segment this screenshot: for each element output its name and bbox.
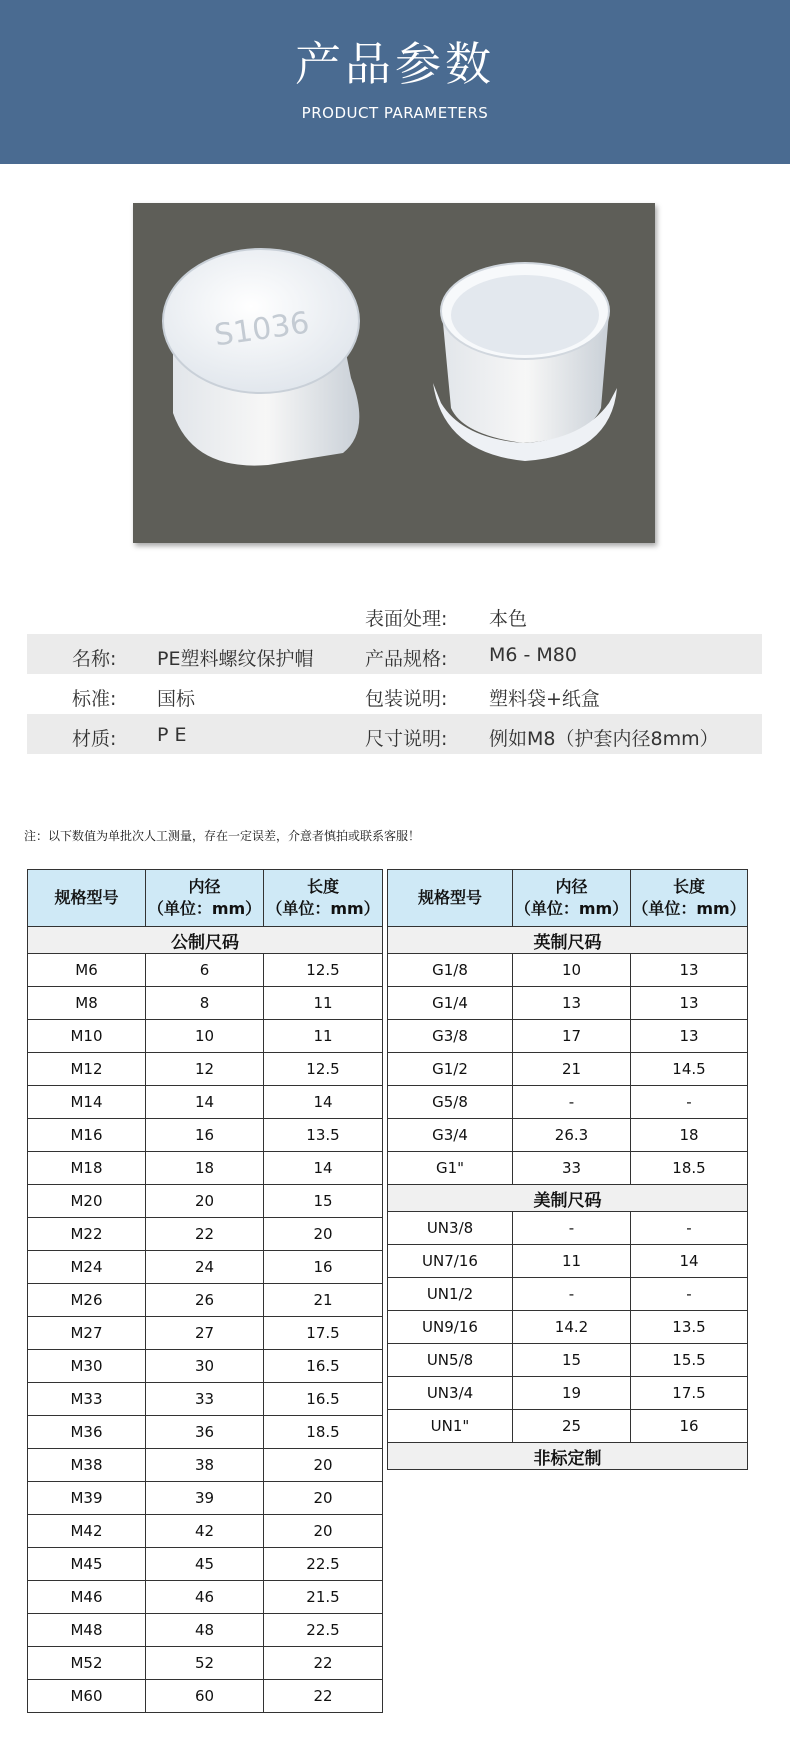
cell-model: UN5/8 bbox=[388, 1344, 513, 1377]
cell-inner-diameter: 14 bbox=[146, 1086, 264, 1119]
cell-model: M10 bbox=[28, 1020, 146, 1053]
spec-value: M6 - M80 bbox=[489, 644, 577, 666]
cell-length: 14.5 bbox=[631, 1053, 748, 1086]
cell-inner-diameter: 20 bbox=[146, 1185, 264, 1218]
cell-inner-diameter: 46 bbox=[146, 1581, 264, 1614]
cell-length: 13 bbox=[631, 1020, 748, 1053]
header-line: （单位：mm） bbox=[514, 899, 629, 918]
section-row bbox=[388, 1185, 748, 1212]
cell-model: G3/8 bbox=[388, 1020, 513, 1053]
table-row bbox=[28, 1020, 383, 1053]
cell-length: - bbox=[631, 1086, 748, 1119]
table-row bbox=[28, 1053, 383, 1086]
cell-inner-diameter: 33 bbox=[146, 1383, 264, 1416]
cell-inner-diameter: 6 bbox=[146, 954, 264, 987]
cell-length: 21 bbox=[264, 1284, 383, 1317]
header-line: （单位：mm） bbox=[266, 899, 380, 918]
cell-length: 13 bbox=[631, 954, 748, 987]
cell-model: G1/2 bbox=[388, 1053, 513, 1086]
left-cap-shape bbox=[163, 249, 359, 466]
section-title-custom: 非标定制 bbox=[388, 1443, 748, 1470]
cell-model: M20 bbox=[28, 1185, 146, 1218]
cell-model: M33 bbox=[28, 1383, 146, 1416]
header-line: （单位：mm） bbox=[632, 899, 746, 918]
cell-inner-diameter: 19 bbox=[513, 1377, 631, 1410]
table-row bbox=[28, 1548, 383, 1581]
cell-length: 20 bbox=[264, 1482, 383, 1515]
table-row bbox=[28, 1218, 383, 1251]
cell-model: M45 bbox=[28, 1548, 146, 1581]
table-row bbox=[388, 1152, 748, 1185]
cell-model: M39 bbox=[28, 1482, 146, 1515]
cell-model: M36 bbox=[28, 1416, 146, 1449]
table-row bbox=[388, 1245, 748, 1278]
cell-inner-diameter: 42 bbox=[146, 1515, 264, 1548]
cell-length: 11 bbox=[264, 1020, 383, 1053]
cell-model: UN7/16 bbox=[388, 1245, 513, 1278]
cell-length: 11 bbox=[264, 987, 383, 1020]
cell-length: - bbox=[631, 1278, 748, 1311]
cell-length: 12.5 bbox=[264, 1053, 383, 1086]
cell-inner-diameter: 36 bbox=[146, 1416, 264, 1449]
table-row bbox=[28, 1383, 383, 1416]
table-row bbox=[28, 1284, 383, 1317]
table-row bbox=[388, 1086, 748, 1119]
cell-inner-diameter: 14.2 bbox=[513, 1311, 631, 1344]
cell-inner-diameter: - bbox=[513, 1086, 631, 1119]
spec-key: 尺寸说明: bbox=[365, 728, 448, 750]
table-row bbox=[388, 1119, 748, 1152]
table-row bbox=[28, 1482, 383, 1515]
table-row bbox=[28, 1416, 383, 1449]
cell-model: G1" bbox=[388, 1152, 513, 1185]
cell-length: 17.5 bbox=[631, 1377, 748, 1410]
cell-inner-diameter: 10 bbox=[146, 1020, 264, 1053]
cell-length: 22 bbox=[264, 1647, 383, 1680]
section-row bbox=[388, 927, 748, 954]
cell-length: 15.5 bbox=[631, 1344, 748, 1377]
cell-length: 17.5 bbox=[264, 1317, 383, 1350]
section-title-metric: 公制尺码 bbox=[28, 927, 383, 954]
header-banner bbox=[0, 0, 790, 164]
cell-length: 14 bbox=[631, 1245, 748, 1278]
cell-length: 13 bbox=[631, 987, 748, 1020]
cell-inner-diameter: 26 bbox=[146, 1284, 264, 1317]
measurement-note: 注：以下数值为单批次人工测量，存在一定误差，介意者慎拍或联系客服！ bbox=[24, 829, 421, 843]
header-line: 长度 bbox=[672, 877, 705, 896]
spec-key: 包装说明: bbox=[365, 688, 448, 710]
cell-inner-diameter: 17 bbox=[513, 1020, 631, 1053]
col-header-length bbox=[631, 870, 748, 927]
page-title: 产品参数 bbox=[295, 37, 495, 91]
table-header-row bbox=[388, 870, 748, 927]
cell-model: M8 bbox=[28, 987, 146, 1020]
cell-model: UN3/4 bbox=[388, 1377, 513, 1410]
cell-model: M6 bbox=[28, 954, 146, 987]
spec-value: PE塑料螺纹保护帽 bbox=[157, 648, 314, 670]
cell-model: M26 bbox=[28, 1284, 146, 1317]
spec-key: 名称: bbox=[72, 648, 117, 670]
cell-length: 13.5 bbox=[264, 1119, 383, 1152]
cell-length: 16.5 bbox=[264, 1383, 383, 1416]
cell-inner-diameter: - bbox=[513, 1212, 631, 1245]
spec-value: 塑料袋+纸盒 bbox=[489, 688, 600, 710]
cell-model: M24 bbox=[28, 1251, 146, 1284]
col-header-inner-diameter bbox=[513, 870, 631, 927]
cell-length: 20 bbox=[264, 1218, 383, 1251]
cell-model: M22 bbox=[28, 1218, 146, 1251]
spec-key: 产品规格: bbox=[365, 648, 448, 670]
cap-marking-text: S1036 bbox=[212, 305, 312, 354]
cell-model: UN3/8 bbox=[388, 1212, 513, 1245]
cell-model: M42 bbox=[28, 1515, 146, 1548]
spec-row bbox=[27, 634, 762, 674]
spec-key: 标准: bbox=[72, 688, 117, 710]
cell-model: M52 bbox=[28, 1647, 146, 1680]
cell-inner-diameter: 10 bbox=[513, 954, 631, 987]
cell-length: 22.5 bbox=[264, 1548, 383, 1581]
spec-value: 本色 bbox=[489, 608, 528, 630]
cell-inner-diameter: 48 bbox=[146, 1614, 264, 1647]
cell-model: M18 bbox=[28, 1152, 146, 1185]
table-row bbox=[28, 1614, 383, 1647]
cell-inner-diameter: 18 bbox=[146, 1152, 264, 1185]
table-row bbox=[28, 1647, 383, 1680]
table-row bbox=[388, 1278, 748, 1311]
spec-value: 国标 bbox=[157, 688, 196, 710]
cell-length: 16.5 bbox=[264, 1350, 383, 1383]
cell-inner-diameter: 8 bbox=[146, 987, 264, 1020]
cell-length: 18 bbox=[631, 1119, 748, 1152]
spec-value: 例如M8（护套内径8mm） bbox=[489, 728, 719, 750]
cell-model: M60 bbox=[28, 1680, 146, 1713]
cell-model: M12 bbox=[28, 1053, 146, 1086]
table-row bbox=[28, 1185, 383, 1218]
product-caps-illustration bbox=[133, 203, 655, 543]
table-row bbox=[388, 1344, 748, 1377]
col-header-inner-diameter bbox=[146, 870, 264, 927]
imperial-size-table bbox=[387, 869, 748, 1470]
table-row bbox=[28, 1086, 383, 1119]
cell-length: 20 bbox=[264, 1515, 383, 1548]
cell-model: G1/8 bbox=[388, 954, 513, 987]
cell-model: G1/4 bbox=[388, 987, 513, 1020]
cell-length: 16 bbox=[631, 1410, 748, 1443]
cell-length: - bbox=[631, 1212, 748, 1245]
cell-length: 14 bbox=[264, 1086, 383, 1119]
cell-model: G3/4 bbox=[388, 1119, 513, 1152]
table-row bbox=[28, 1581, 383, 1614]
cell-length: 22.5 bbox=[264, 1614, 383, 1647]
cell-length: 18.5 bbox=[631, 1152, 748, 1185]
table-row bbox=[28, 987, 383, 1020]
header-line: （单位：mm） bbox=[147, 899, 262, 918]
spec-row bbox=[27, 674, 762, 714]
cell-length: 13.5 bbox=[631, 1311, 748, 1344]
cell-inner-diameter: 24 bbox=[146, 1251, 264, 1284]
table-row bbox=[28, 1449, 383, 1482]
cell-model: UN1/2 bbox=[388, 1278, 513, 1311]
cell-length: 22 bbox=[264, 1680, 383, 1713]
header-line: 内径 bbox=[555, 877, 588, 896]
cell-length: 20 bbox=[264, 1449, 383, 1482]
col-header-length bbox=[264, 870, 383, 927]
cell-length: 21.5 bbox=[264, 1581, 383, 1614]
cell-inner-diameter: 26.3 bbox=[513, 1119, 631, 1152]
cell-length: 18.5 bbox=[264, 1416, 383, 1449]
cell-model: UN9/16 bbox=[388, 1311, 513, 1344]
product-photo bbox=[133, 203, 655, 543]
cell-model: M16 bbox=[28, 1119, 146, 1152]
spec-row bbox=[27, 594, 762, 634]
table-row bbox=[28, 954, 383, 987]
table-row bbox=[388, 1410, 748, 1443]
cell-model: UN1" bbox=[388, 1410, 513, 1443]
cell-inner-diameter: 15 bbox=[513, 1344, 631, 1377]
table-row bbox=[388, 987, 748, 1020]
cell-inner-diameter: 11 bbox=[513, 1245, 631, 1278]
cell-model: M46 bbox=[28, 1581, 146, 1614]
cell-model: M38 bbox=[28, 1449, 146, 1482]
cell-inner-diameter: 22 bbox=[146, 1218, 264, 1251]
table-row bbox=[28, 1317, 383, 1350]
section-row bbox=[28, 927, 383, 954]
cell-inner-diameter: 39 bbox=[146, 1482, 264, 1515]
table-row bbox=[388, 1053, 748, 1086]
cell-length: 12.5 bbox=[264, 954, 383, 987]
header-line: 长度 bbox=[306, 877, 339, 896]
cell-model: M27 bbox=[28, 1317, 146, 1350]
cell-length: 16 bbox=[264, 1251, 383, 1284]
cell-model: G5/8 bbox=[388, 1086, 513, 1119]
col-header-model: 规格型号 bbox=[28, 870, 146, 927]
cell-model: M48 bbox=[28, 1614, 146, 1647]
table-row bbox=[28, 1119, 383, 1152]
right-cap-shape bbox=[433, 263, 617, 461]
table-row bbox=[388, 1311, 748, 1344]
cell-inner-diameter: 30 bbox=[146, 1350, 264, 1383]
cell-inner-diameter: 27 bbox=[146, 1317, 264, 1350]
product-spec-list bbox=[27, 594, 762, 754]
cell-inner-diameter: 38 bbox=[146, 1449, 264, 1482]
table-row bbox=[388, 1377, 748, 1410]
section-row bbox=[388, 1443, 748, 1470]
spec-value: P E bbox=[157, 724, 187, 746]
table-row bbox=[388, 954, 748, 987]
cell-length: 14 bbox=[264, 1152, 383, 1185]
table-row bbox=[28, 1515, 383, 1548]
cell-inner-diameter: - bbox=[513, 1278, 631, 1311]
col-header-model: 规格型号 bbox=[388, 870, 513, 927]
header-line: 内径 bbox=[188, 877, 221, 896]
table-row bbox=[28, 1152, 383, 1185]
page-subtitle: PRODUCT PARAMETERS bbox=[301, 104, 489, 122]
cell-inner-diameter: 13 bbox=[513, 987, 631, 1020]
cell-inner-diameter: 21 bbox=[513, 1053, 631, 1086]
cell-inner-diameter: 45 bbox=[146, 1548, 264, 1581]
cell-inner-diameter: 12 bbox=[146, 1053, 264, 1086]
table-row bbox=[28, 1350, 383, 1383]
table-row bbox=[28, 1251, 383, 1284]
table-row bbox=[388, 1020, 748, 1053]
spec-key: 材质: bbox=[72, 728, 117, 750]
cell-length: 15 bbox=[264, 1185, 383, 1218]
spec-row bbox=[27, 714, 762, 754]
section-title-us: 美制尺码 bbox=[388, 1185, 748, 1212]
section-title-imperial: 英制尺码 bbox=[388, 927, 748, 954]
cell-inner-diameter: 25 bbox=[513, 1410, 631, 1443]
metric-size-table bbox=[27, 869, 383, 1713]
table-header-row bbox=[28, 870, 383, 927]
cell-inner-diameter: 60 bbox=[146, 1680, 264, 1713]
cell-model: M14 bbox=[28, 1086, 146, 1119]
cell-model: M30 bbox=[28, 1350, 146, 1383]
cell-inner-diameter: 33 bbox=[513, 1152, 631, 1185]
spec-key: 表面处理: bbox=[365, 608, 448, 630]
table-row bbox=[388, 1212, 748, 1245]
cell-inner-diameter: 52 bbox=[146, 1647, 264, 1680]
table-row bbox=[28, 1680, 383, 1713]
cell-inner-diameter: 16 bbox=[146, 1119, 264, 1152]
